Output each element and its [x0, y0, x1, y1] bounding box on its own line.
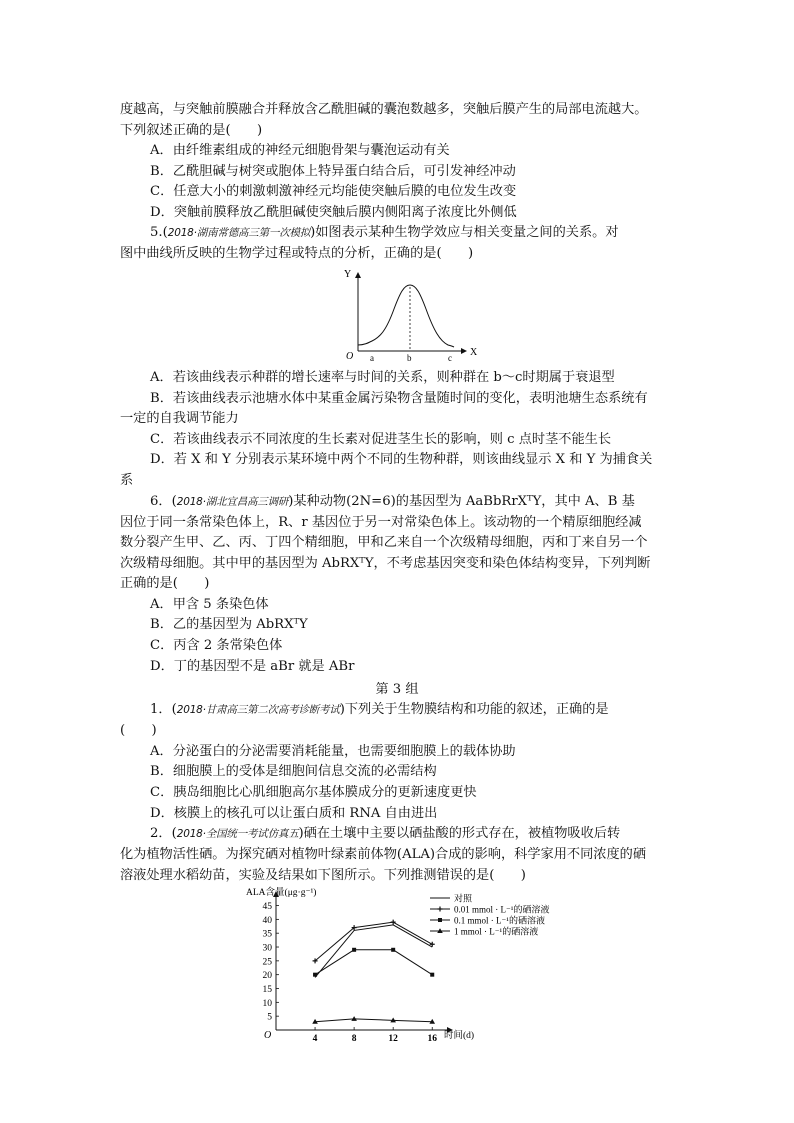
q5-option-b-line2: 一定的自我调节能力 — [120, 411, 239, 426]
q6-stem-line1 — [150, 492, 635, 512]
q6-stem-line2: 因位于同一条常染色体上，R、r 基因位于另一对常染色体上。该动物的一个精原细胞经减 — [120, 515, 642, 530]
chart-y-axis-title: ALA含量(μg·g⁻¹) — [246, 888, 317, 898]
q5-option-b-line1: B．若该曲线表示池塘水体中某重金属污染物含量随时间的变化，表明池塘生态系统有 — [150, 391, 648, 406]
q5-stem-line2: 图中曲线所反映的生物学过程或特点的分析，正确的是( ) — [120, 246, 474, 261]
g3q1-option-b: B．细胞膜上的受体是细胞间信息交流的必需结构 — [150, 764, 437, 779]
q5-source: 2018·湖南常德高三第一次模拟 — [167, 227, 311, 239]
chart-legend-marker — [438, 907, 443, 912]
q5-number: 5.( — [150, 225, 168, 240]
q4-stem-line2: 下列叙述正确的是( ) — [120, 123, 263, 138]
chart-series-line-4 — [315, 1019, 432, 1022]
chart-data-point — [391, 948, 395, 952]
q6-option-d: D．丁的基因型不是 aBr 就是 ABr — [150, 659, 355, 674]
q5-option-d-line2: 系 — [120, 473, 134, 488]
chart-y-tick-label: 35 — [262, 929, 272, 940]
g3q1-source: 2018·甘肃高三第二次高考诊断考试 — [176, 704, 340, 716]
q5-y-label: Y — [344, 269, 352, 280]
chart-x-tick-label: 12 — [388, 1034, 398, 1044]
q5-option-d-line1: D．若 X 和 Y 分别表示某环境中两个不同的生物种群，则该曲线显示 X 和 Y 为捕食关 — [150, 452, 653, 467]
chart-y-tick-label: 45 — [262, 902, 272, 913]
q5-curve-figure — [330, 265, 490, 365]
q6-number: 6．( — [150, 494, 177, 509]
chart-x-tick-label: 8 — [351, 1034, 357, 1044]
q6-option-c: C．丙含 2 条常染色体 — [150, 638, 283, 653]
q5-point-b: b — [407, 353, 412, 363]
chart-y-tick-label: 30 — [262, 943, 272, 954]
g3q1-stem-rest: )下列关于生物膜结构和功能的叙述，正确的是 — [339, 702, 609, 717]
chart-legend-marker — [438, 918, 442, 922]
q6-option-b: B．乙的基因型为 AbRXᵀY — [150, 617, 308, 632]
chart-data-point — [391, 920, 396, 925]
chart-y-tick-label: 25 — [262, 957, 272, 968]
chart-y-tick-label: 15 — [262, 985, 272, 996]
q5-curve — [358, 285, 454, 347]
g3q1-number: 1．( — [150, 702, 177, 717]
chart-origin: O — [264, 1030, 272, 1041]
q5-origin: O — [346, 351, 354, 362]
g3q2-stem-line3: 溶液处理水稻幼苗，实验及结果如下图所示。下列推测错误的是( ) — [120, 868, 526, 883]
q6-option-a: A．甲含 5 条染色体 — [150, 597, 269, 612]
chart-y-tick-label: 5 — [267, 1012, 272, 1023]
chart-x-tick-label: 16 — [427, 1034, 437, 1044]
chart-y-tick-label: 10 — [262, 998, 272, 1009]
g3q1-stem-line1 — [150, 700, 609, 720]
q5-stem-line1 — [150, 223, 619, 243]
q4-stem-line1: 度越高，与突触前膜融合并释放含乙酰胆碱的囊泡数越多，突触后膜产生的局部电流越大。 — [120, 102, 648, 117]
ala-line-chart — [240, 884, 560, 1054]
g3q2-stem-line2: 化为植物活性硒。为探究硒对植物叶绿素前体物(ALA)合成的影响，科学家用不同浓度的硒 — [120, 847, 647, 862]
chart-legend-label: 0.01 mmol · L⁻¹的硒溶液 — [454, 904, 550, 915]
chart-legend-label: 1 mmol · L⁻¹的硒溶液 — [454, 926, 539, 937]
q6-stem-line5: 正确的是( ) — [120, 576, 210, 591]
chart-series-line-3 — [315, 950, 432, 975]
chart-x-tick-label: 4 — [312, 1034, 318, 1044]
g3q2-stem-line1 — [150, 824, 620, 844]
chart-series-line-1 — [315, 925, 432, 978]
chart-data-point — [352, 948, 356, 952]
q5-x-label: X — [470, 347, 478, 358]
g3q2-stem-rest: )硒在土壤中主要以硒盐酸的形式存在，被植物吸收后转 — [298, 826, 621, 841]
q5-point-c: c — [448, 353, 452, 363]
chart-y-tick-label: 20 — [262, 971, 272, 982]
q5-stem-rest: )如图表示某种生物学效应与相关变量之间的关系。对 — [310, 225, 619, 240]
q5-point-a: a — [370, 353, 374, 363]
q4-option-b: B．乙酰胆碱与树突或胞体上特异蛋白结合后，可引发神经冲动 — [150, 164, 516, 179]
g3q2-source: 2018·全国统一考试仿真五 — [176, 828, 299, 840]
chart-legend-label: 0.1 mmol · L⁻¹的硒溶液 — [454, 915, 545, 926]
g3q2-number: 2．( — [150, 826, 177, 841]
chart-x-axis-title: 时间(d) — [444, 1031, 475, 1041]
section-heading: 第 3 组 — [375, 682, 419, 697]
q4-option-c: C．任意大小的刺激刺激神经元均能使突触后膜的电位发生改变 — [150, 184, 517, 199]
chart-data-point — [313, 973, 317, 977]
q6-source: 2018·湖北宜昌高三调研 — [176, 496, 289, 508]
q5-option-c: C．若该曲线表示不同浓度的生长素对促进茎生长的影响，则 c 点时茎不能生长 — [150, 432, 612, 447]
g3q1-stem-line2: ( ) — [120, 723, 157, 738]
g3q1-option-d: D．核膜上的核孔可以让蛋白质和 RNA 自由进出 — [150, 806, 438, 821]
chart-y-tick-label: 40 — [262, 915, 272, 926]
g3q1-option-c: C．胰岛细胞比心肌细胞高尔基体膜成分的更新速度更快 — [150, 785, 477, 800]
q6-stem-rest: )某种动物(2N=6)的基因型为 AaBbRrXᵀY，其中 A、B 基 — [288, 494, 635, 509]
q5-option-a: A．若该曲线表示种群的增长速率与时间的关系，则种群在 b～c时期属于衰退型 — [150, 370, 615, 385]
q4-option-a: A．由纤维素组成的神经元细胞骨架与囊泡运动有关 — [150, 143, 450, 158]
q6-stem-line3: 数分裂产生甲、乙、丙、丁四个精细胞，甲和乙来自一个次级精母细胞，丙和丁来自另一个 — [120, 535, 648, 550]
chart-data-point — [430, 973, 434, 977]
q6-stem-line4: 次级精母细胞。其中甲的基因型为 AbRXᵀY，不考虑基因突变和染色体结构变异，下列判断 — [120, 556, 651, 571]
g3q1-option-a: A．分泌蛋白的分泌需要消耗能量，也需要细胞膜上的载体协助 — [150, 744, 516, 759]
chart-legend-label: 对照 — [454, 893, 473, 904]
q4-option-d: D．突触前膜释放乙酰胆碱使突触后膜内侧阳离子浓度比外侧低 — [150, 205, 517, 220]
